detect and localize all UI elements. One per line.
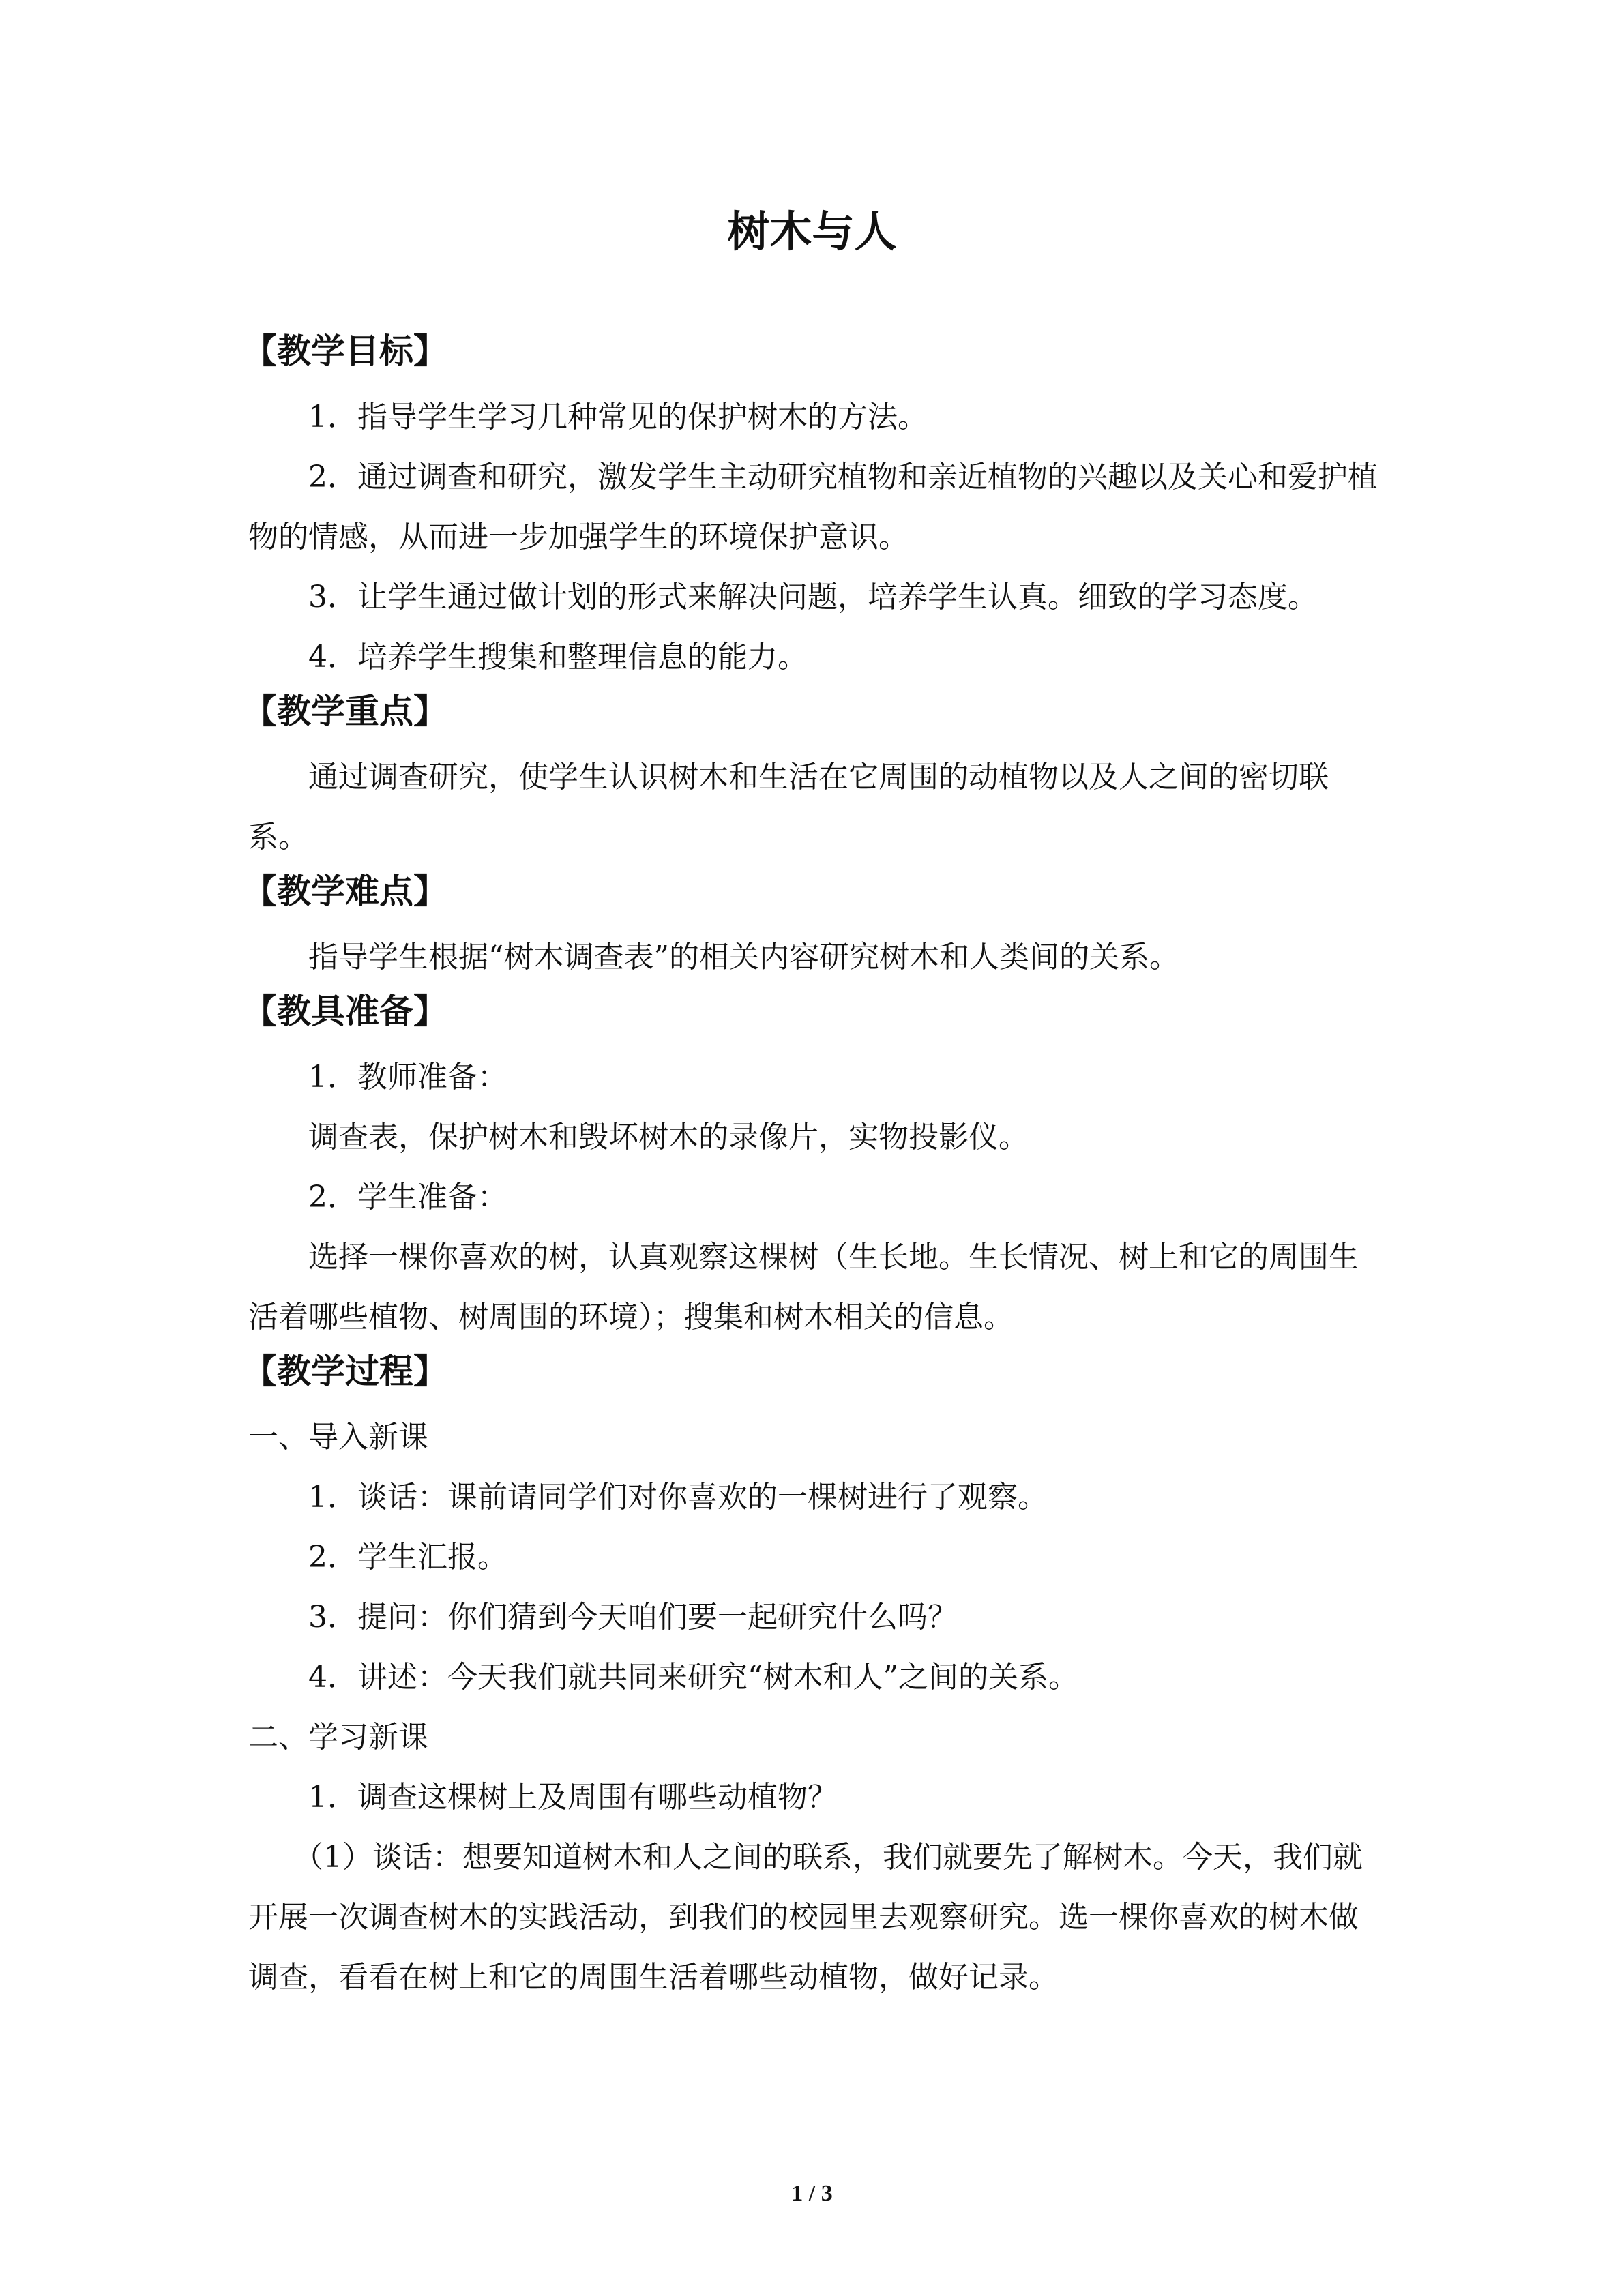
objectives-heading: 【教学目标】 <box>243 331 447 371</box>
page-number: 1 / 3 <box>791 2181 833 2206</box>
objective-item: 1．指导学生学习几种常见的保护树木的方法。 <box>308 400 928 434</box>
process-part1-item: 3．提问：你们猜到今天咱们要一起研究什么吗？ <box>308 1600 958 1635</box>
document-title: 树木与人 <box>727 207 897 256</box>
key-points-text: 通过调查研究，使学生认识树木和生活在它周围的动植物以及人之间的密切联系。 <box>248 760 1329 854</box>
objective-item: 2．通过调查和研究，激发学生主动研究植物和亲近植物的兴趣以及关心和爱护植物的情感，从而进一步加强学生的环境保护意识。 <box>248 460 1378 554</box>
process-part1-item: 4．讲述：今天我们就共同来研究“树木和人”之间的关系。 <box>308 1660 1078 1695</box>
objective-item: 4．培养学生搜集和整理信息的能力。 <box>308 640 808 674</box>
difficulties-heading: 【教学难点】 <box>243 871 447 911</box>
process-part2-item: 1．调查这棵树上及周围有哪些动植物？ <box>308 1780 838 1815</box>
key-points-heading: 【教学重点】 <box>243 691 447 731</box>
process-part1-title: 一、导入新课 <box>248 1420 428 1455</box>
objective-item: 3．让学生通过做计划的形式来解决问题，培养学生认真。细致的学习态度。 <box>308 580 1318 614</box>
process-heading: 【教学过程】 <box>243 1351 447 1391</box>
process-part2-title: 二、学习新课 <box>248 1720 428 1755</box>
student-preparation-label: 2．学生准备： <box>308 1180 507 1214</box>
teacher-preparation-label: 1．教师准备： <box>308 1060 507 1094</box>
teacher-preparation-text: 调查表，保护树木和毁坏树木的录像片，实物投影仪。 <box>308 1120 1029 1154</box>
document-body <box>243 327 1378 2008</box>
process-part1-item: 2．学生汇报。 <box>308 1540 507 1575</box>
process-part1-item: 1．谈话：课前请同学们对你喜欢的一棵树进行了观察。 <box>308 1480 1048 1515</box>
difficulties-text: 指导学生根据“树木调查表”的相关内容研究树木和人类间的关系。 <box>308 940 1179 974</box>
process-part2-subitem: （1）谈话：想要知道树木和人之间的联系，我们就要先了解树木。今天，我们就开展一次调查树木的实践活动，到我们的校园里去观察研究。选一棵你喜欢的树木做调查，看看在树上和它的周围生活着哪些动植物，做好记录。 <box>248 1840 1363 1995</box>
materials-heading: 【教具准备】 <box>243 991 447 1031</box>
student-preparation-text: 选择一棵你喜欢的树，认真观察这棵树（生长地。生长情况、树上和它的周围生活着哪些植物、树周围的环境）；搜集和树木相关的信息。 <box>248 1240 1359 1335</box>
